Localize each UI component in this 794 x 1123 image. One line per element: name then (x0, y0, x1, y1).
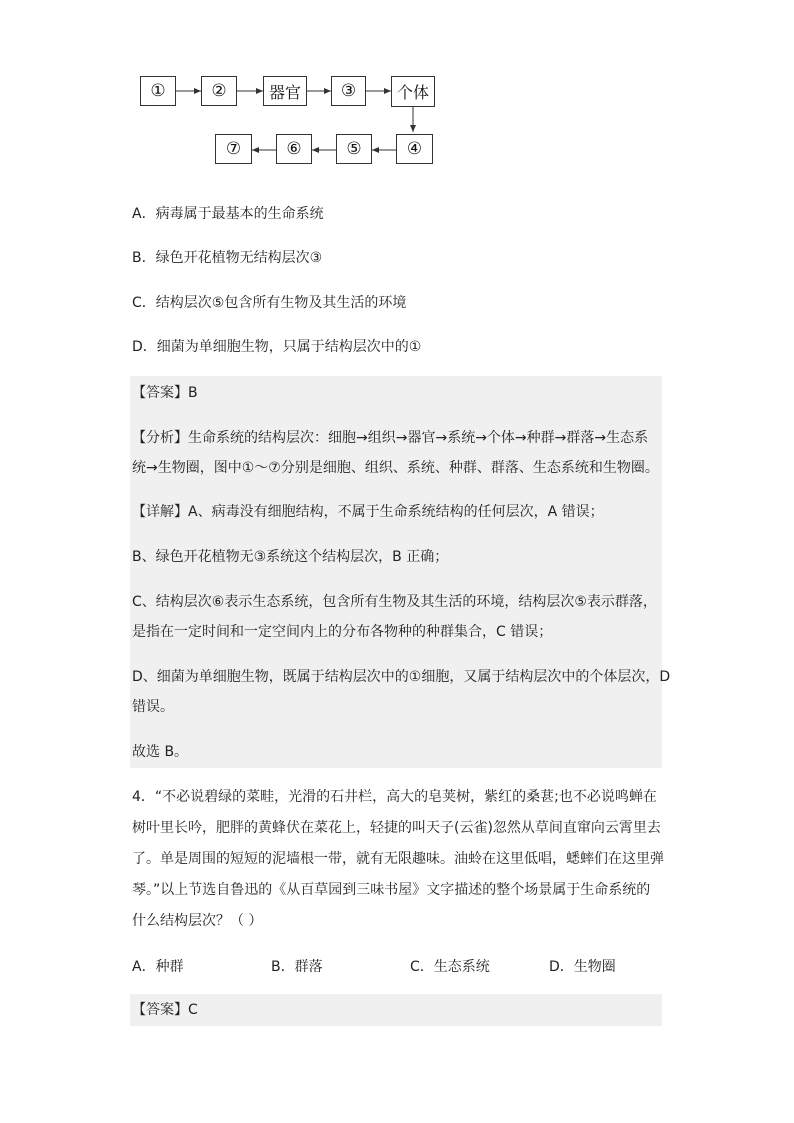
q4-option-b: B．群落 (271, 959, 323, 975)
q3-option-d: D．细菌为单细胞生物，只属于结构层次中的① (132, 339, 422, 355)
q4-answer: 【答案】C (132, 1002, 198, 1018)
q3-detail-line-2: B、绿色开花植物无③系统这个结构层次，B 正确； (132, 549, 449, 565)
box-level-5: ⑤ (336, 134, 372, 164)
q3-detail-line-4: 是指在一定时间和一定空间内上的分布各物种的种群集合，C 错误； (132, 624, 553, 640)
q4-stem-line-2: 树叶里长吟，肥胖的黄蜂伏在菜花上，轻捷的叫天子(云雀)忽然从草间直窜向云霄里去 (132, 820, 661, 836)
q3-analysis-line-2: 统→生物圈，图中①～⑦分别是细胞、组织、系统、种群、群落、生态系统和生物圈。 (132, 460, 659, 476)
box-organ: 器官 (263, 76, 307, 106)
q3-detail-line-5: D、细菌为单细胞生物，既属于结构层次中的①细胞，又属于结构层次中的个体层次，D (132, 669, 671, 685)
q4-answer-block (130, 994, 662, 1026)
box-individual: 个体 (391, 76, 435, 107)
q4-stem-line-3: 了。单是周围的短短的泥墙根一带，就有无限趣味。油蛉在这里低唱，蟋蟀们在这里弹 (132, 851, 664, 867)
structure-hierarchy-diagram (0, 0, 794, 180)
q3-option-c: C．结构层次⑤包含所有生物及其生活的环境 (132, 295, 407, 311)
box-level-7: ⑦ (215, 134, 252, 164)
q4-option-a: A．种群 (132, 959, 184, 975)
q3-analysis-line-1: 【分析】生命系统的结构层次：细胞→组织→器官→系统→个体→种群→群落→生态系 (132, 430, 649, 446)
box-level-2: ② (201, 76, 237, 106)
q4-stem-line-4: 琴。”以上节选自鲁迅的《从百草园到三味书屋》文字描述的整个场景属于生命系统的 (132, 882, 651, 898)
box-level-1: ① (140, 76, 176, 106)
q4-option-d: D．生物圈 (549, 959, 616, 975)
q3-detail-line-6: 错误。 (132, 699, 174, 715)
q3-conclusion: 故选 B。 (132, 744, 189, 760)
box-level-6: ⑥ (276, 134, 312, 164)
q3-option-b: B．绿色开花植物无结构层次③ (132, 250, 323, 266)
q3-answer: 【答案】B (132, 385, 198, 401)
q3-detail-line-3: C、结构层次⑥表示生态系统，包含所有生物及其生活的环境，结构层次⑤表示群落， (132, 594, 657, 610)
q4-stem-line-1: 4．“不必说碧绿的菜畦，光滑的石井栏，高大的皂荚树，紫红的桑葚;也不必说鸣蝉在 (132, 789, 657, 805)
box-level-3: ③ (331, 76, 366, 106)
q3-detail-line-1: 【详解】A、病毒没有细胞结构，不属于生命系统结构的任何层次，A 错误； (132, 504, 604, 520)
q4-option-c: C．生态系统 (410, 959, 490, 975)
q3-option-a: A．病毒属于最基本的生命系统 (132, 206, 324, 222)
q4-stem-line-5: 什么结构层次？（ ） (132, 913, 263, 929)
box-level-4: ④ (396, 134, 433, 164)
